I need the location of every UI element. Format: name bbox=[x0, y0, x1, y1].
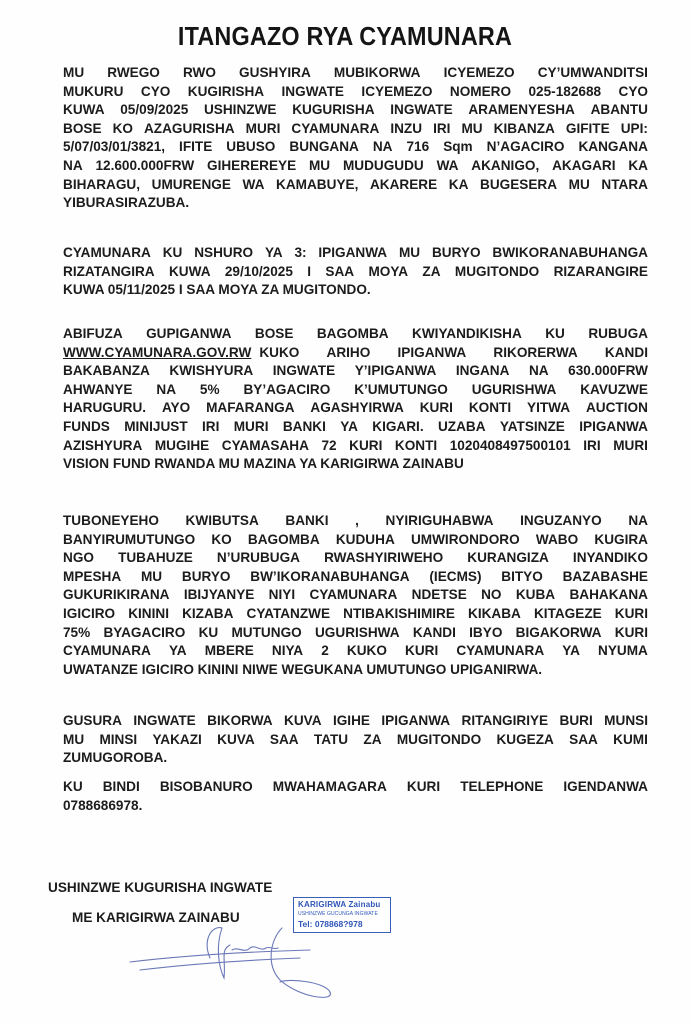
text-line bbox=[63, 642, 648, 661]
word: ICYEMEZO bbox=[361, 83, 433, 99]
word: KAVUZWE bbox=[580, 381, 648, 397]
word: BANYIRUMUTUNGO bbox=[63, 531, 196, 547]
word: IRI bbox=[433, 120, 451, 136]
word: KURI bbox=[419, 400, 453, 416]
word: YA bbox=[562, 643, 580, 659]
word: KANDI bbox=[412, 624, 456, 640]
word: MURI bbox=[613, 437, 648, 453]
word: KA bbox=[628, 157, 648, 173]
word: BY’AGACIRO bbox=[243, 381, 331, 397]
word: 12.600.000FRW bbox=[95, 157, 195, 173]
text-line bbox=[63, 731, 648, 750]
word: ABIFUZA bbox=[63, 326, 123, 341]
word: CYAMUNARA bbox=[63, 245, 151, 260]
word: KU bbox=[198, 624, 219, 640]
word: RUBUGA bbox=[588, 326, 648, 341]
word: AKAGARI bbox=[552, 157, 616, 173]
text-line bbox=[63, 586, 648, 605]
word: KA bbox=[448, 176, 469, 192]
word: K’UMUTUNGO bbox=[354, 381, 448, 397]
word: UGURISHWA bbox=[471, 381, 557, 397]
word: KWISHYURA bbox=[169, 363, 254, 379]
word: IGENDANWA bbox=[563, 779, 648, 794]
word: BAHAKANA bbox=[569, 587, 648, 603]
paragraph-auction-dates bbox=[63, 244, 648, 300]
word: ZA bbox=[422, 263, 441, 279]
word: BISOBANURO bbox=[159, 779, 253, 794]
word: YITWA bbox=[527, 400, 571, 416]
word: KIKABA bbox=[468, 605, 521, 621]
word: CYAMUNARA bbox=[291, 120, 380, 136]
word: BANKI bbox=[282, 418, 326, 434]
word: YA bbox=[340, 418, 358, 434]
word: GIHEREREYE bbox=[207, 157, 297, 173]
word: CYAMUNARA bbox=[63, 643, 151, 659]
text-line bbox=[63, 64, 648, 83]
word: NA bbox=[63, 157, 83, 173]
word: IPIGANWA bbox=[579, 418, 648, 434]
handwritten-signature bbox=[120, 920, 340, 1010]
word: KUVA bbox=[217, 731, 255, 747]
word: MUKURU bbox=[63, 83, 124, 99]
word: MU bbox=[63, 65, 85, 80]
word: TATU bbox=[313, 731, 349, 747]
word: IFITE bbox=[179, 139, 213, 155]
word: YAKAZI bbox=[152, 731, 202, 747]
word: 1020408497500101 bbox=[449, 437, 571, 453]
word: RITANGIRIYE bbox=[461, 713, 549, 728]
word: KUMI bbox=[613, 731, 648, 747]
word: KANGANA bbox=[578, 139, 648, 155]
word: 29/10/2025 bbox=[224, 263, 293, 279]
word: MUNSI bbox=[604, 713, 648, 728]
word: KIBANZA bbox=[493, 120, 555, 136]
word: TUBONEYEHO bbox=[63, 513, 159, 528]
word: BIHARAGU, bbox=[63, 176, 141, 192]
word: BITYO bbox=[501, 568, 543, 584]
word: 630.000FRW bbox=[568, 363, 648, 379]
word: CYAMUNARA bbox=[456, 643, 545, 659]
text-line bbox=[63, 712, 648, 731]
word: UPI: bbox=[620, 120, 648, 136]
text-line: VISION FUND RWANDA MU MAZINA YA KARIGIRWA ZAINABU bbox=[63, 456, 464, 472]
text-line bbox=[63, 512, 648, 531]
word: MU bbox=[398, 245, 421, 260]
word: BURYO bbox=[181, 568, 231, 584]
text-line bbox=[63, 157, 648, 176]
word: KUGIRISHA bbox=[187, 83, 265, 99]
word: 3: bbox=[294, 245, 307, 260]
word: KONTI bbox=[468, 400, 512, 416]
word: KANDI bbox=[604, 344, 648, 360]
word: BAKABANZA bbox=[63, 363, 150, 379]
word: KU bbox=[162, 245, 183, 260]
word: KUGIRA bbox=[594, 531, 648, 547]
word: RIZATANGIRA bbox=[63, 263, 155, 279]
word: KO bbox=[112, 120, 133, 136]
contact-phone: 0788686978. bbox=[63, 797, 143, 813]
word: NTIBAKISHIMIRE bbox=[343, 605, 455, 621]
word: BIGAKORWA bbox=[515, 624, 602, 640]
text-line: KUWA 05/11/2025 I SAA MOYA ZA MUGITONDO. bbox=[63, 282, 371, 298]
word: WA bbox=[242, 176, 265, 192]
signatory-role: USHINZWE KUGURISHA INGWATE bbox=[48, 880, 273, 895]
word: BANKI bbox=[285, 513, 329, 528]
word: NSHURO bbox=[194, 245, 254, 260]
word: MU bbox=[140, 568, 163, 584]
word: 75% bbox=[63, 624, 91, 640]
word: MUGITONDO bbox=[454, 263, 540, 279]
word: 5/07/03/01/3821, bbox=[63, 139, 166, 155]
word: AUCTION bbox=[585, 400, 648, 416]
word: KUDUHA bbox=[335, 531, 395, 547]
word: WA bbox=[436, 157, 459, 173]
word: (IECMS) bbox=[429, 568, 482, 584]
word: INGANA bbox=[455, 363, 510, 379]
word: NA bbox=[628, 513, 648, 528]
word: KURI bbox=[614, 624, 648, 640]
word: N’URUBUGA bbox=[216, 550, 300, 566]
word: KUKO bbox=[259, 344, 300, 360]
word: SAA bbox=[325, 263, 355, 279]
stamp-phone: Tel: 078868?978 bbox=[298, 919, 363, 929]
word: MURI bbox=[245, 120, 281, 136]
word: IPIGANWA bbox=[381, 713, 451, 728]
word: KU bbox=[545, 326, 565, 341]
word: MURI bbox=[233, 418, 269, 434]
text-line bbox=[63, 244, 648, 263]
word: MU bbox=[568, 176, 590, 192]
word: INGUZANYO bbox=[520, 513, 602, 528]
word: 716 bbox=[406, 139, 430, 155]
word: ABANTU bbox=[590, 102, 648, 118]
word: AKARERE bbox=[369, 176, 438, 192]
word: RWASHYIRIWEHO bbox=[324, 550, 444, 566]
word: AGASHYIRWA bbox=[310, 400, 404, 416]
word: NA bbox=[372, 139, 393, 155]
word: MOYA bbox=[368, 263, 409, 279]
word: IRI bbox=[202, 418, 220, 434]
word: USHINZWE bbox=[203, 102, 277, 118]
paragraph-bank-reminder bbox=[63, 512, 648, 679]
word: MUGITONDO bbox=[396, 731, 482, 747]
word: BURI bbox=[559, 713, 593, 728]
word: MUDUGUDU bbox=[342, 157, 424, 173]
word: HARUGURU. bbox=[63, 400, 147, 416]
word: NYIRIGUHABWA bbox=[385, 513, 494, 528]
word: IRI bbox=[583, 437, 601, 453]
word: BIKORWA bbox=[207, 713, 273, 728]
word: GIFITE bbox=[565, 120, 610, 136]
word: BYAGACIRO bbox=[103, 624, 186, 640]
word: KONTI bbox=[394, 437, 438, 453]
word: KUGEZA bbox=[496, 731, 554, 747]
word: GUSHYIRA bbox=[239, 65, 311, 80]
word: WABO bbox=[535, 531, 579, 547]
paragraph-auction-notice bbox=[63, 64, 648, 213]
text-line: ZUMUGOROBA. bbox=[63, 750, 168, 766]
word: MU bbox=[63, 731, 85, 747]
word: NDETSE bbox=[411, 587, 467, 603]
word: CYAMASAHA bbox=[221, 437, 309, 453]
word: IPIGANWA bbox=[318, 245, 388, 260]
word: KWIYANDIKISHA bbox=[412, 326, 522, 341]
word: MWAHAMAGARA bbox=[272, 779, 387, 794]
text-line bbox=[63, 531, 648, 550]
word: KUGURISHA bbox=[292, 102, 375, 118]
paragraph-registration bbox=[63, 325, 648, 474]
word: MINIJUST bbox=[124, 418, 188, 434]
word: RIKORERWA bbox=[493, 344, 578, 360]
word: BAGOMBA bbox=[247, 531, 320, 547]
word: , bbox=[355, 513, 359, 528]
word: BINDI bbox=[102, 779, 140, 794]
word: CY’UMWANDITSI bbox=[537, 65, 648, 80]
word: BAZABASHE bbox=[562, 568, 648, 584]
word: KUWA bbox=[168, 263, 211, 279]
word: NO bbox=[481, 587, 502, 603]
word: MUTUNGO bbox=[231, 624, 302, 640]
text-line bbox=[63, 381, 648, 400]
word: MUBIKORWA bbox=[333, 65, 421, 80]
word: KIZABA bbox=[182, 605, 234, 621]
word: MAFARANGA bbox=[206, 400, 295, 416]
word: 5% bbox=[199, 381, 220, 397]
word: BOSE bbox=[63, 120, 102, 136]
text-line bbox=[63, 399, 648, 418]
word: 72 bbox=[321, 437, 337, 453]
word: IGIHE bbox=[332, 713, 370, 728]
word: Y’IPIGANWA bbox=[354, 363, 437, 379]
word: INGWATE bbox=[390, 102, 453, 118]
auction-website-link[interactable]: WWW.CYAMUNARA.GOV.RW bbox=[63, 344, 252, 360]
word: CYO bbox=[618, 83, 648, 99]
word: 025-182688 bbox=[528, 83, 602, 99]
word: AZISHYURA bbox=[63, 437, 143, 453]
word: INGWATE bbox=[133, 713, 196, 728]
word: AZAGURISHA bbox=[143, 120, 235, 136]
word: UBUSO bbox=[226, 139, 276, 155]
text-line bbox=[63, 120, 648, 139]
word: GUSURA bbox=[63, 713, 122, 728]
word: KURI bbox=[406, 779, 441, 794]
word: Sqm bbox=[443, 139, 473, 155]
word: INGWATE bbox=[272, 363, 336, 379]
text-line bbox=[63, 624, 648, 643]
word: NTARA bbox=[601, 176, 648, 192]
stamp-name: KARIGIRWA Zainabu bbox=[298, 900, 381, 909]
word: TELEPHONE bbox=[460, 779, 544, 794]
word: INGWATE bbox=[281, 83, 344, 99]
text-line: YIBURASIRAZUBA. bbox=[63, 195, 190, 211]
word: NIYI bbox=[268, 587, 296, 603]
word: BAGOMBA bbox=[316, 326, 389, 341]
word: YATSINZE bbox=[499, 418, 565, 434]
word: GUKURIKIRANA bbox=[63, 587, 170, 603]
word: INYANDIKO bbox=[572, 550, 648, 566]
word: TUBAHUZE bbox=[118, 550, 193, 566]
word: UMURENGE bbox=[151, 176, 231, 192]
word: CYAMUNARA bbox=[309, 587, 398, 603]
word: GUPIGANWA bbox=[146, 326, 232, 341]
word: 05/09/2025 bbox=[120, 102, 189, 118]
text-line bbox=[63, 101, 648, 120]
word: YA bbox=[264, 245, 283, 260]
word: NOMERO bbox=[449, 83, 512, 99]
text-line bbox=[63, 176, 648, 195]
word: N’AGACIRO bbox=[486, 139, 565, 155]
word: SAA bbox=[569, 731, 598, 747]
word: ICYEMEZO bbox=[443, 65, 515, 80]
word: ARAMENYESHA bbox=[468, 102, 575, 118]
word: KIGARI. bbox=[372, 418, 424, 434]
text-line bbox=[63, 418, 648, 437]
word: KUKO bbox=[346, 643, 387, 659]
text-line bbox=[63, 778, 648, 797]
word: KUWA bbox=[63, 102, 105, 118]
word: KAMABUYE, bbox=[276, 176, 359, 192]
word: KUVA bbox=[284, 713, 322, 728]
word: RWEGO bbox=[107, 65, 160, 80]
word: IBIJYANYE bbox=[183, 587, 255, 603]
text-line bbox=[63, 263, 648, 282]
text-line bbox=[63, 605, 648, 624]
word: NIYA bbox=[271, 643, 304, 659]
word: UGURISHWA bbox=[314, 624, 400, 640]
document-title: ITANGAZO RYA CYAMUNARA bbox=[177, 21, 513, 51]
word: RWO bbox=[182, 65, 216, 80]
word: KWIBUTSA bbox=[185, 513, 259, 528]
word: IPIGANWA bbox=[397, 344, 467, 360]
word: MINSI bbox=[99, 731, 138, 747]
word: MU bbox=[461, 120, 483, 136]
text-line bbox=[63, 437, 648, 456]
text-line bbox=[63, 83, 648, 102]
word: NA bbox=[528, 363, 549, 379]
word: BURYO bbox=[431, 245, 481, 260]
text-line bbox=[63, 362, 648, 381]
word: RIZARANGIRE bbox=[553, 263, 648, 279]
word: BWIKORANABUHANGA bbox=[492, 245, 648, 260]
text-line bbox=[63, 138, 648, 157]
word: KURI bbox=[405, 643, 439, 659]
word: IGICIRO bbox=[63, 605, 116, 621]
word: ARIHO bbox=[326, 344, 371, 360]
word: KUBA bbox=[515, 587, 556, 603]
word: KURANGIZA bbox=[467, 550, 549, 566]
word: NA bbox=[156, 381, 177, 397]
paragraph-visit-hours bbox=[63, 712, 648, 768]
word: FUNDS bbox=[63, 418, 110, 434]
word: MPESHA bbox=[63, 568, 122, 584]
text-line bbox=[63, 549, 648, 568]
word: CYATANZWE bbox=[246, 605, 331, 621]
word: MUGIHE bbox=[154, 437, 210, 453]
signatory-name: ME KARIGIRWA ZAINABU bbox=[72, 910, 240, 925]
word: KITAGEZE bbox=[533, 605, 602, 621]
word: I bbox=[307, 263, 312, 279]
word: UMWIRONDORO bbox=[410, 531, 520, 547]
stamp-role: USHINZWE GUCUNGA INGWATE bbox=[298, 911, 378, 917]
text-line: UWATANZE IGICIRO KININI NIWE WEGUKANA UMUTUNGO UPIGANIRWA. bbox=[63, 661, 543, 677]
word: AYO bbox=[161, 400, 191, 416]
word: SAA bbox=[269, 731, 299, 747]
word: NGO bbox=[63, 550, 94, 566]
word: BW’IKORANABUHANGA bbox=[250, 568, 410, 584]
word: KININI bbox=[128, 605, 169, 621]
word: BOSE bbox=[254, 326, 294, 341]
word: AKANIGO, bbox=[471, 157, 540, 173]
paragraph-contact bbox=[63, 778, 648, 815]
word: KURI bbox=[349, 437, 383, 453]
text-line-rest bbox=[259, 344, 648, 363]
text-line bbox=[63, 568, 648, 587]
word: MBERE bbox=[204, 643, 254, 659]
word: ZA bbox=[363, 731, 382, 747]
word: CYO bbox=[140, 83, 171, 99]
word: IBYO bbox=[469, 624, 503, 640]
word: BUNGANA bbox=[289, 139, 359, 155]
word: INZU bbox=[390, 120, 423, 136]
word: BUGESERA bbox=[480, 176, 558, 192]
text-line bbox=[63, 344, 648, 363]
word: KU bbox=[63, 779, 83, 794]
word: NYUMA bbox=[598, 643, 648, 659]
word: YA bbox=[168, 643, 187, 659]
word: MU bbox=[308, 157, 331, 173]
word: 2 bbox=[321, 643, 329, 659]
word: KURI bbox=[614, 605, 648, 621]
word: KO bbox=[211, 531, 232, 547]
word: UZABA bbox=[437, 418, 486, 434]
word: AHWANYE bbox=[63, 381, 133, 397]
text-line bbox=[63, 325, 648, 344]
